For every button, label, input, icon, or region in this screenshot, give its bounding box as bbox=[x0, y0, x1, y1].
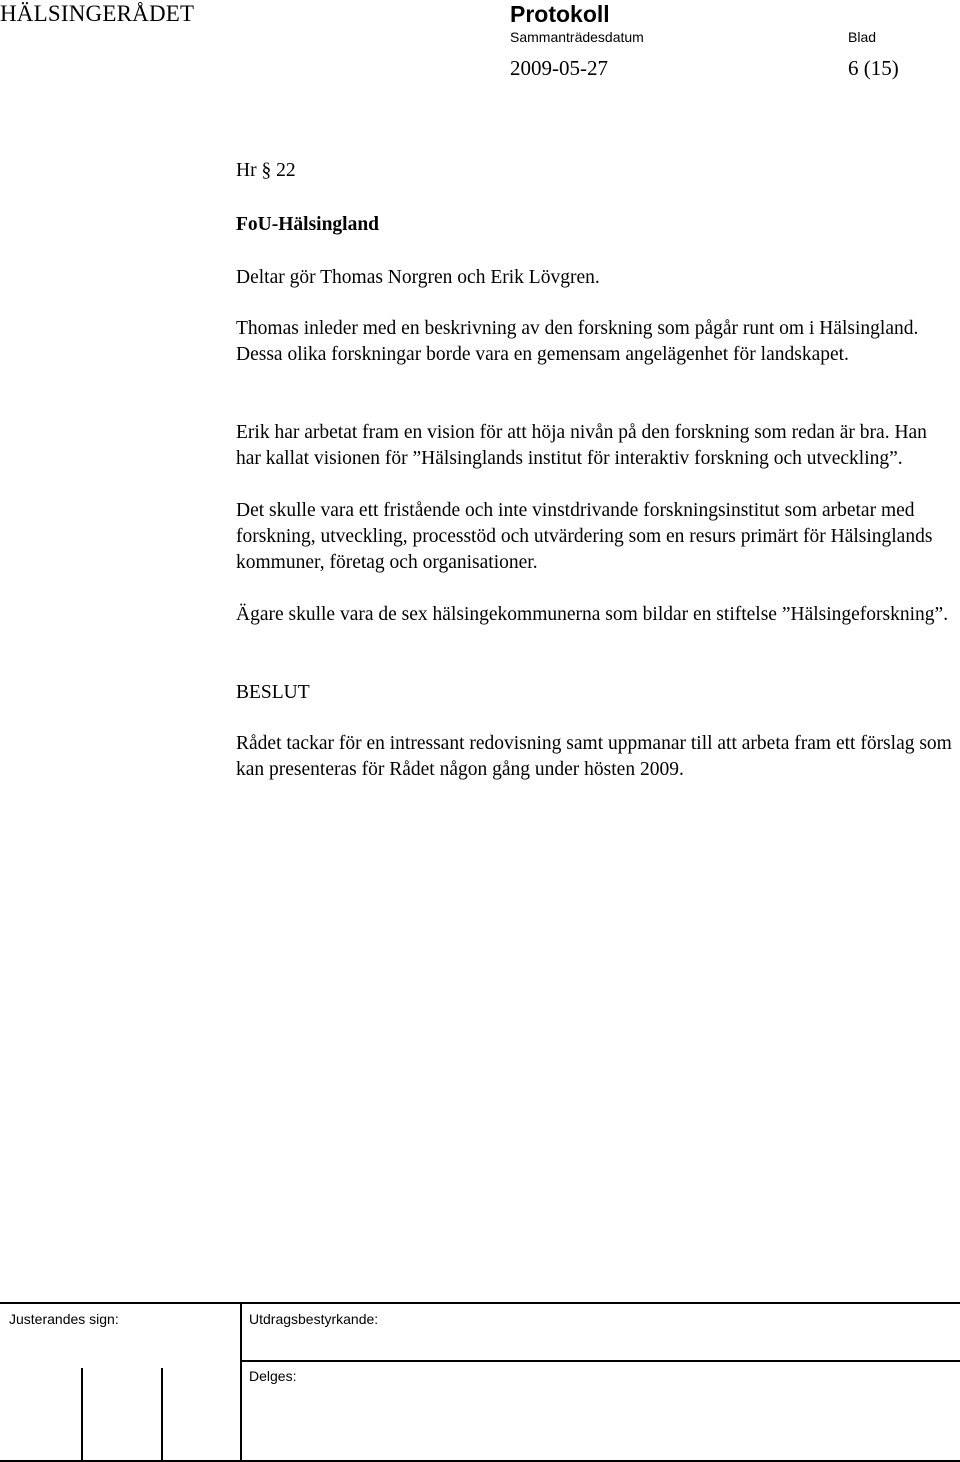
paragraph-institute: Det skulle vara ett fristående och inte vinstdrivande forskningsinstitut som arbetar med forskning, utveckling, processtöd och utvärdering som en resurs primärt för Hälsinglands kommuner, företag och organisationer. bbox=[236, 500, 933, 573]
footer-middle-divider bbox=[240, 1302, 242, 1462]
footer-right-divider bbox=[240, 1360, 960, 1362]
organization-name: HÄLSINGERÅDET bbox=[0, 1, 195, 26]
adjusters-sign-label: Justerandes sign: bbox=[9, 1311, 119, 1327]
meeting-date-label: Sammanträdesdatum bbox=[510, 29, 644, 45]
section-reference: Hr § 22 bbox=[236, 160, 296, 181]
footer-top-rule bbox=[0, 1302, 960, 1304]
distributed-label: Delges: bbox=[249, 1368, 297, 1384]
signature-box-divider-2 bbox=[161, 1368, 163, 1462]
paragraph-ownership: Ägare skulle vara de sex hälsingekommunerna som bildar en stiftelse ”Hälsingeforskning”. bbox=[236, 604, 949, 625]
paragraph-vision: Erik har arbetat fram en vision för att höja nivån på den forskning som redan är bra. Han har kallat visionen för ”Hälsinglands institut för interaktiv forskning och utveckling”. bbox=[236, 422, 927, 469]
paragraph-introduction: Thomas inleder med en beskrivning av den forskning som pågår runt om i Hälsingland. Dessa olika forskningar borde vara en gemensam angelägenhet för landskapet. bbox=[236, 318, 919, 365]
sheet-number: 6 (15) bbox=[848, 56, 899, 80]
document-type: Protokoll bbox=[510, 1, 610, 27]
decision-heading: BESLUT bbox=[236, 682, 310, 703]
decision-text: Rådet tackar för en intressant redovisning samt uppmanar till att arbeta fram ett förslag som kan presenteras för Rådet någon gång under hösten 2009. bbox=[236, 733, 952, 780]
section-title: FoU-Hälsingland bbox=[236, 214, 380, 235]
sheet-label: Blad bbox=[848, 29, 877, 45]
extract-certifier-label: Utdragsbestyrkande: bbox=[249, 1311, 379, 1327]
participants-text: Deltar gör Thomas Norgren och Erik Lövgren. bbox=[236, 267, 600, 288]
signature-box-divider-1 bbox=[81, 1368, 83, 1462]
meeting-date: 2009-05-27 bbox=[510, 56, 608, 80]
